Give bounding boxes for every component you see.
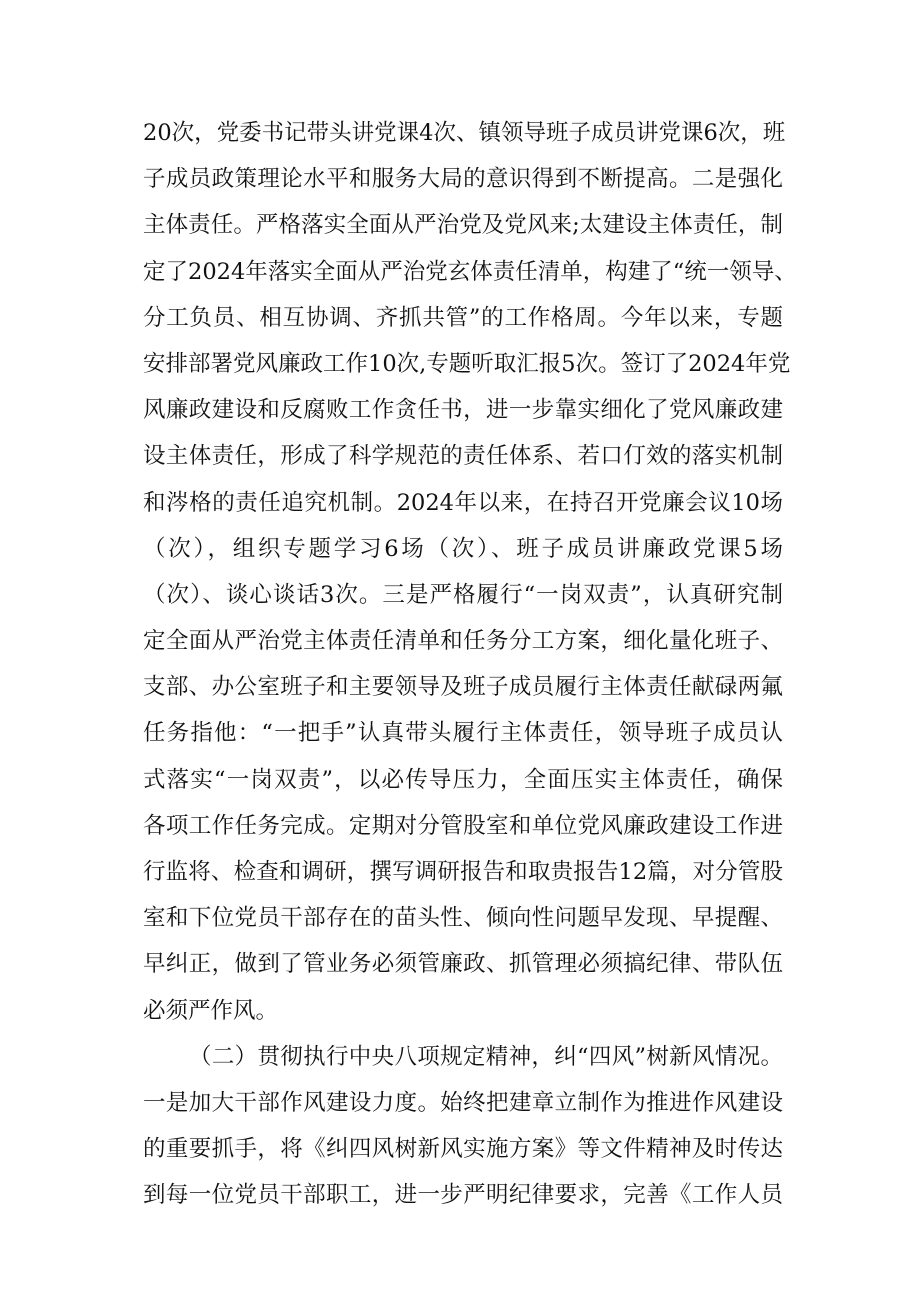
text-line: 风廉政建设和反腐败工作贪任书，进一步靠实细化了党风廉政建 <box>143 397 783 424</box>
text-line: 和涔格的责任追究机制。2024年以来，在持召开党廉会议10场 <box>143 489 783 516</box>
section-heading-line: （二）贯彻执行中央八项规定精神，纠“四风”树新风情况。 <box>189 1043 783 1070</box>
text-line: 20次，党委书记带头讲党课4次、镇领导班子成员讲党课6次，班 <box>143 120 786 146</box>
text-line: 定了2024年落实全面从严治党玄体责任清单，构建了“统一领导、 <box>143 258 797 285</box>
text-line: 一是加大干部作风建设力度。始终把建章立制作为推进作风建设 <box>143 1089 783 1116</box>
text-line: 分工负员、相互协调、齐抓共管”的工作格周。今年以来，专题 <box>143 304 783 331</box>
text-line: 到每一位党员干部职工，进一步严明纪律要求，完善《工作人员 <box>143 1182 783 1209</box>
text-line: 行监将、检查和调研，撰写调研报告和取贵报告12篇，对分管股 <box>143 859 783 885</box>
text-line: 各项工作任务完成。定期对分管股室和单位党风廉政建设工作进 <box>143 812 783 839</box>
text-line: 的重要抓手，将《纠四风树新风实施方案》等文件精神及时传达 <box>143 1136 783 1163</box>
text-line: 安排部署党风廉政工作10次,专题听取汇报5次。签订了2024年党 <box>143 350 791 377</box>
text-line: （次）、谈心谈话3次。三是严格履行“一岗双责”，认真研究制 <box>143 581 783 608</box>
text-line: 室和下位党员干部存在的苗头性、倾向性问题早发现、早提醒、 <box>143 905 783 932</box>
text-line: 子成员政策理论水平和服务大局的意识得到不断提高。二是强化 <box>143 166 783 193</box>
text-line: 设主体责任，形成了科学规范的责任体系、若口仃效的落实机制 <box>143 443 783 470</box>
text-line: 定全面从严治党主体责任清单和任务分工方案，细化量化班子、 <box>143 628 783 655</box>
text-line: （次），组织专题学习6场（次）、班子成员讲廉政党课5场 <box>143 535 783 562</box>
body-text <box>143 110 797 1219</box>
text-line: 支部、办公室班子和主要领导及班子成员履行主体责任献碌两氟 <box>143 674 783 701</box>
text-line: 主体责任。严格落实全面从严治党及党风来;太建设主体责任，制 <box>143 212 783 239</box>
text-line: 式落实“一岗双责”，以必传导压力，全面压实主体责任，确保 <box>143 766 783 793</box>
text-line: 任务指他：“一把手”认真带头履行主体责任，领导班子成员认 <box>143 720 783 747</box>
paragraph-end-line: 必须严作风。 <box>143 997 279 1024</box>
text-line: 早纠正，做到了管业务必须管廉政、抓管理必须搞纪律、带队伍 <box>143 951 783 978</box>
